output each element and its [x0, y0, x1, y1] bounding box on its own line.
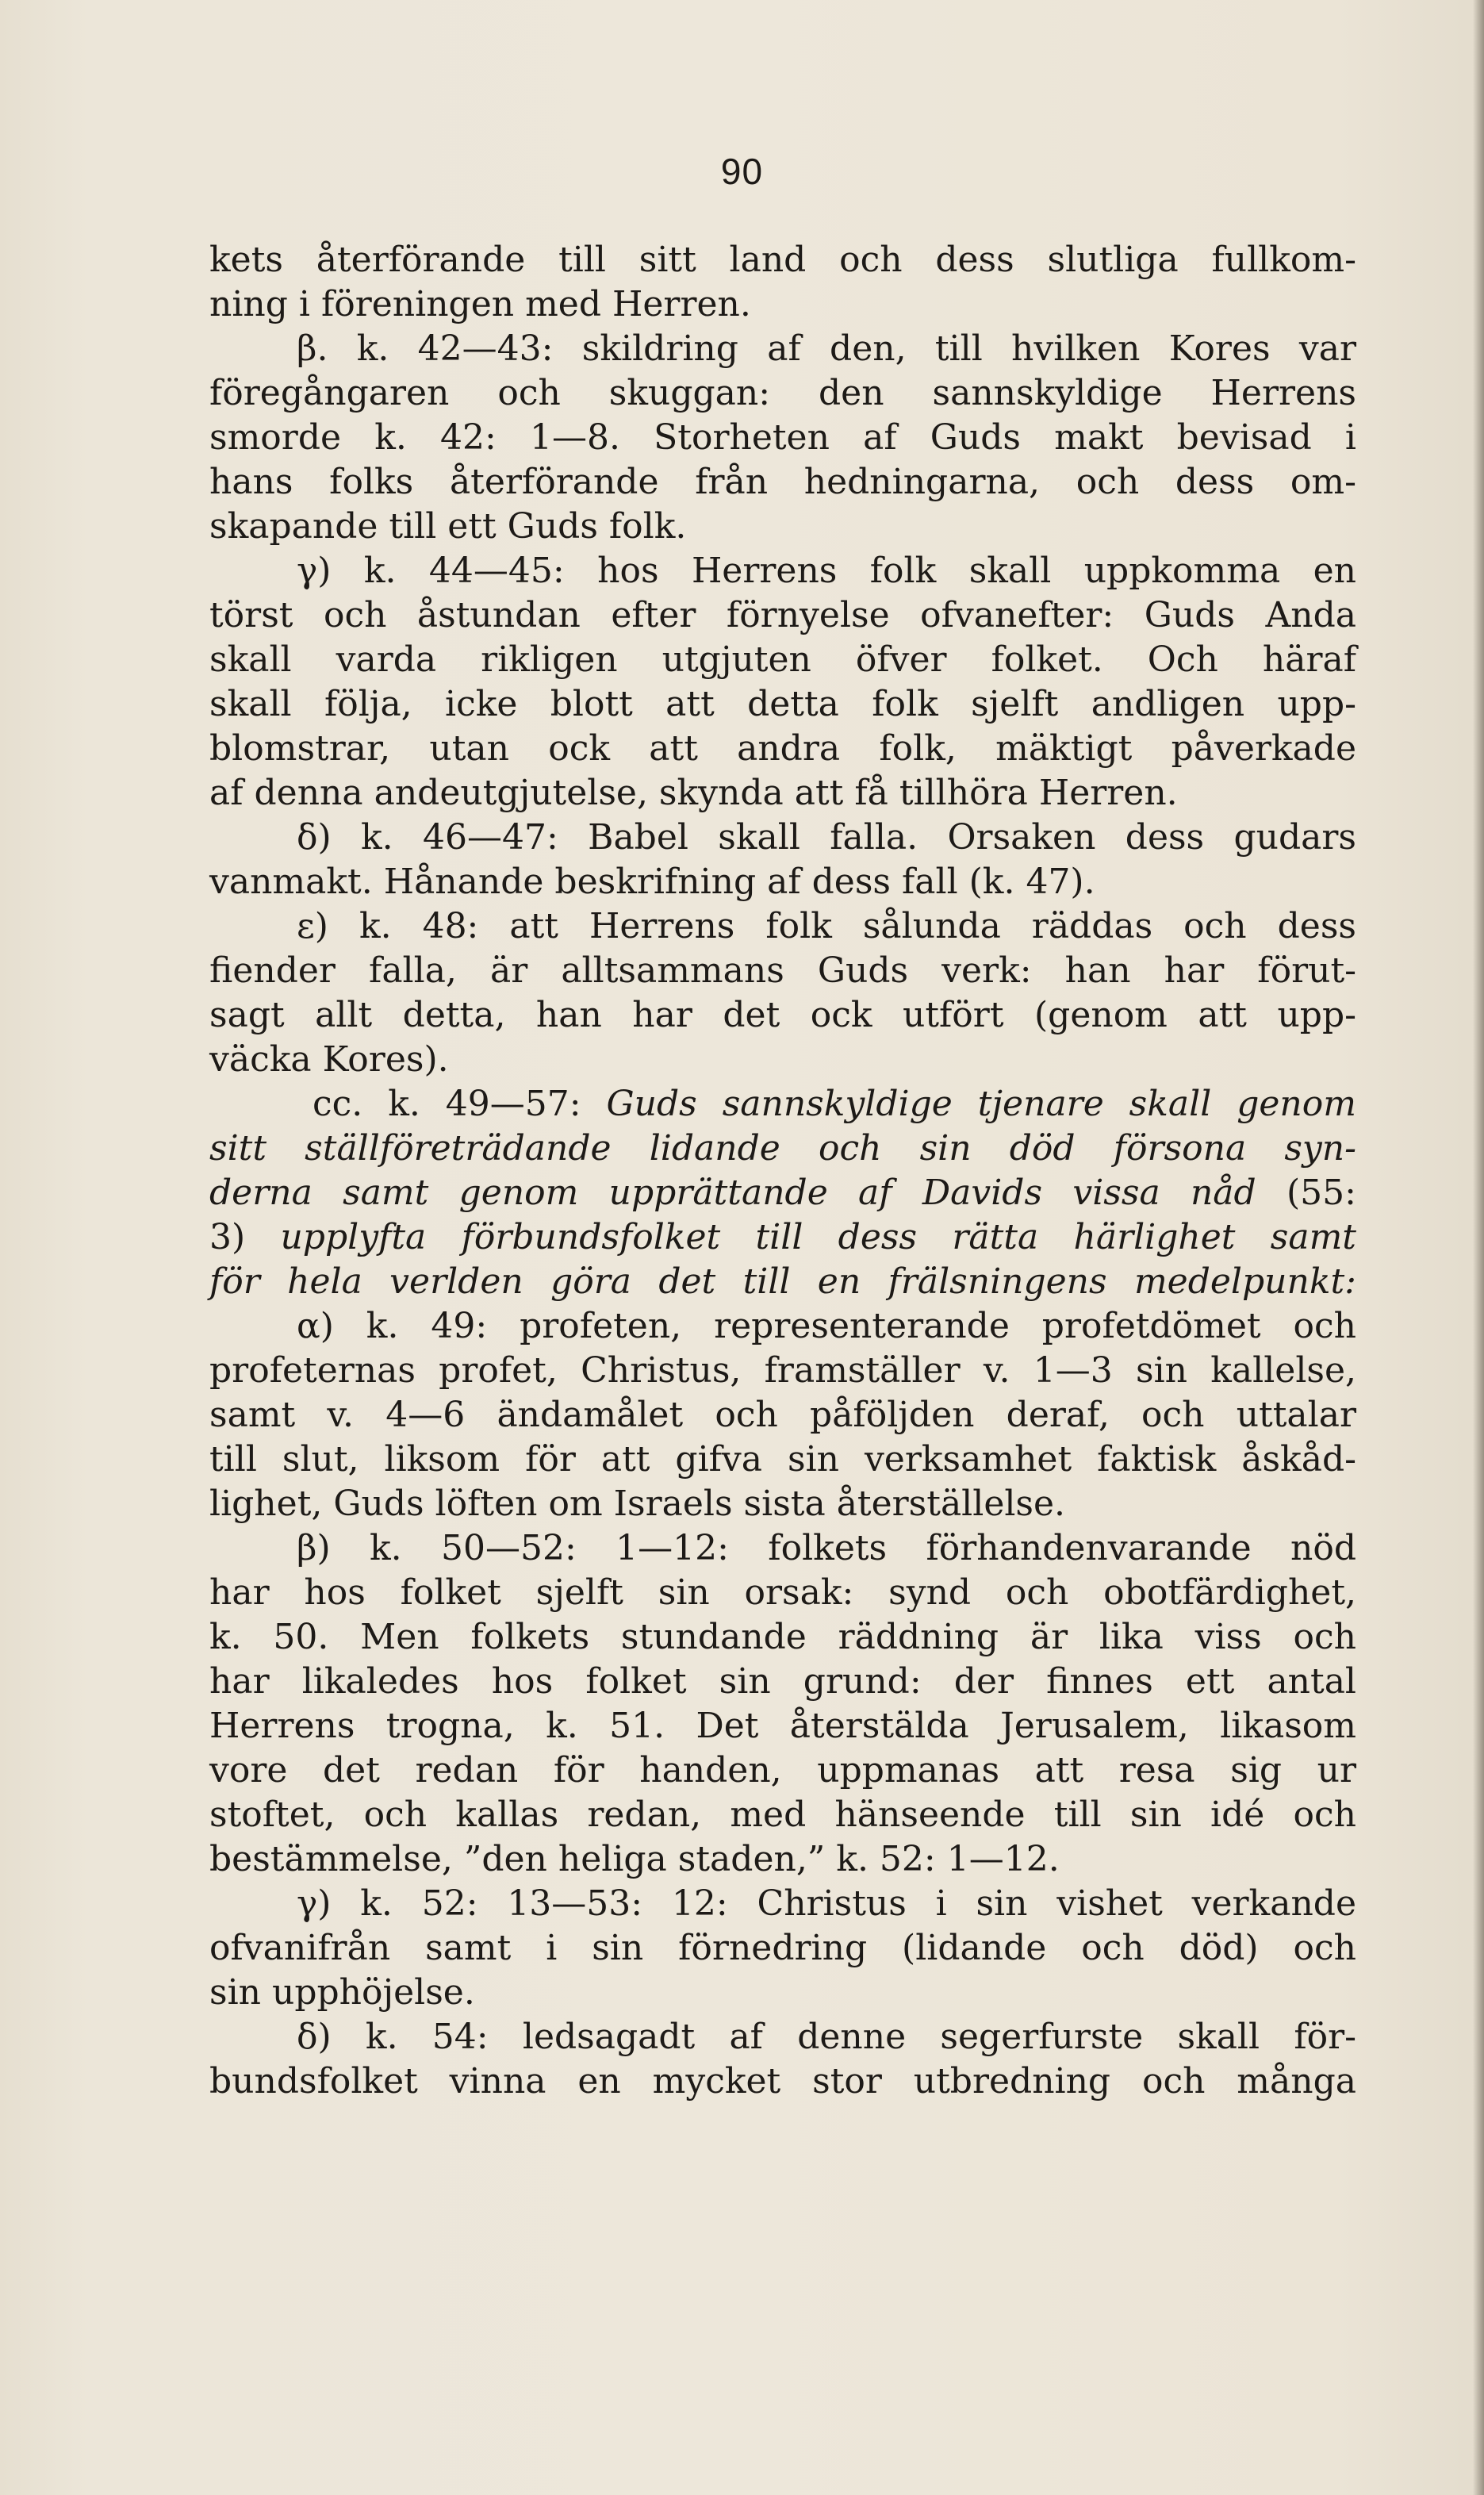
body-text [209, 238, 1356, 2104]
text-line [209, 1082, 1356, 1127]
text-line-plain: cc. k. 49—57: [313, 1084, 607, 1124]
text-line [209, 771, 1356, 816]
text-line-plain: fiender falla, är alltsammans Guds verk: han har förut- [209, 950, 1356, 991]
text-line [209, 1038, 1356, 1082]
text-line-plain: γ) k. 52: 13—53: 12: Christus i sin vishet verkande [297, 1883, 1356, 1924]
text-line [209, 593, 1356, 638]
text-line [209, 993, 1356, 1038]
text-line-plain: bestämmelse, ”den heliga staden,” k. 52: 1—12. [209, 1839, 1060, 1879]
text-line-plain: samt v. 4—6 ändamålet och påföljden deraf, och uttalar [209, 1395, 1356, 1435]
text-line [209, 682, 1356, 727]
text-line [209, 238, 1356, 282]
text-line [209, 1615, 1356, 1660]
text-line [209, 1704, 1356, 1748]
text-line [209, 1748, 1356, 1793]
text-line-plain: stoftet, och kallas redan, med hänseende till sin idé och [209, 1794, 1356, 1835]
text-line-italic: derna samt genom upprättande af Davids vissa nåd [209, 1173, 1256, 1213]
text-line-plain: vanmakt. Hånande beskrifning af dess fall (k. 47). [209, 862, 1095, 902]
text-line-plain: har likaledes hos folket sin grund: der finnes ett antal [209, 1661, 1356, 1702]
text-line-plain: skall följa, icke blott att detta folk sjelft andligen upp- [209, 684, 1356, 724]
text-line-plain: lighet, Guds löften om Israels sista återställelse. [209, 1484, 1066, 1524]
text-line [209, 1304, 1356, 1349]
text-line [209, 549, 1356, 593]
text-line [209, 1482, 1356, 1526]
text-line-plain: väcka Kores). [209, 1039, 449, 1080]
text-line-plain: har hos folket sjelft sin orsak: synd och obotfärdighet, [209, 1572, 1356, 1613]
text-line-plain: bundsfolket vinna en mycket stor utbredning och många [209, 2061, 1356, 2102]
text-line-plain: sagt allt detta, han har det ock utfört (genom att upp- [209, 995, 1356, 1035]
text-line-plain: skall varda rikligen utgjuten öfver folket. Och häraf [209, 639, 1356, 680]
text-line-italic: sitt ställföreträdande lidande och sin död försona syn- [209, 1128, 1356, 1169]
page-edge-shadow [1473, 0, 1484, 2495]
text-line [209, 1393, 1356, 1438]
text-line [209, 638, 1356, 682]
text-line-plain: till slut, liksom för att gifva sin verksamhet faktisk åskåd- [209, 1439, 1356, 1480]
text-line-plain: vore det redan för handen, uppmanas att resa sig ur [209, 1750, 1356, 1791]
text-line-italic: upplyfta förbundsfolket till dess rätta härlighet samt [280, 1217, 1356, 1257]
text-line [209, 327, 1356, 371]
text-line-plain: af denna andeutgjutelse, skynda att få tillhöra Herren. [209, 773, 1178, 813]
text-line-plain: föregångaren och skuggan: den sannskyldige Herrens [209, 373, 1356, 413]
text-line [209, 1837, 1356, 1882]
text-line-plain: δ) k. 54: ledsagadt af denne segerfurste skall för- [297, 2017, 1356, 2057]
text-line [209, 1260, 1356, 1304]
text-line [209, 505, 1356, 549]
text-line-plain: profeternas profet, Christus, framställer v. 1—3 sin kallelse, [209, 1350, 1356, 1391]
text-line [209, 727, 1356, 771]
text-line-plain: skapande till ett Guds folk. [209, 506, 687, 547]
text-line-plain: γ) k. 44—45: hos Herrens folk skall uppkomma en [297, 551, 1356, 591]
text-line-plain: sin upphöjelse. [209, 1972, 475, 2013]
text-line-plain: ning i föreningen med Herren. [209, 284, 751, 324]
text-line [209, 1660, 1356, 1704]
text-line-plain: törst och åstundan efter förnyelse ofvanefter: Guds Anda [209, 595, 1356, 635]
text-line [209, 371, 1356, 416]
text-line-plain: ε) k. 48: att Herrens folk sålunda räddas och dess [297, 906, 1356, 946]
text-line [209, 860, 1356, 904]
text-line-plain: kets återförande till sitt land och dess slutliga fullkom- [209, 240, 1356, 280]
text-line-plain: blomstrar, utan ock att andra folk, mäktigt påverkade [209, 728, 1356, 769]
text-line [209, 1438, 1356, 1482]
text-line [209, 816, 1356, 860]
text-line [209, 1215, 1356, 1260]
text-line-plain: β) k. 50—52: 1—12: folkets förhandenvarande nöd [297, 1528, 1356, 1568]
text-line [209, 1526, 1356, 1571]
text-line [209, 1882, 1356, 1926]
text-line [209, 1571, 1356, 1615]
text-line-plain: α) k. 49: profeten, representerande profetdömet och [297, 1306, 1356, 1346]
text-line-plain: ofvanifrån samt i sin förnedring (lidande och död) och [209, 1928, 1356, 1968]
text-line [209, 1793, 1356, 1837]
text-line [209, 1171, 1356, 1215]
text-line [209, 1926, 1356, 1971]
text-line-plain: k. 50. Men folkets stundande räddning är lika viss och [209, 1617, 1356, 1657]
text-line [209, 2059, 1356, 2104]
text-line [209, 282, 1356, 327]
text-line [209, 2015, 1356, 2059]
text-line-plain: Herrens trogna, k. 51. Det återstälda Jerusalem, likasom [209, 1706, 1356, 1746]
text-line-plain: δ) k. 46—47: Babel skall falla. Orsaken dess gudars [297, 817, 1356, 858]
text-line-plain: β. k. 42—43: skildring af den, till hvilken Kores var [297, 328, 1356, 369]
text-line [209, 416, 1356, 460]
text-line-plain-tail: (55: [1256, 1173, 1356, 1213]
text-line-plain: smorde k. 42: 1—8. Storheten af Guds makt bevisad i [209, 417, 1356, 458]
page-number: 90 [720, 151, 764, 192]
text-line-italic: för hela verlden göra det till en frälsningens medelpunkt: [209, 1261, 1356, 1302]
text-line-italic: Guds sannskyldige tjenare skall genom [606, 1084, 1356, 1124]
text-line [209, 460, 1356, 505]
text-line [209, 949, 1356, 993]
text-line [209, 1971, 1356, 2015]
text-line [209, 1349, 1356, 1393]
text-line-plain: hans folks återförande från hedningarna, och dess om- [209, 462, 1356, 502]
text-line [209, 1127, 1356, 1171]
text-line-plain: 3) [209, 1217, 281, 1257]
text-line [209, 904, 1356, 949]
